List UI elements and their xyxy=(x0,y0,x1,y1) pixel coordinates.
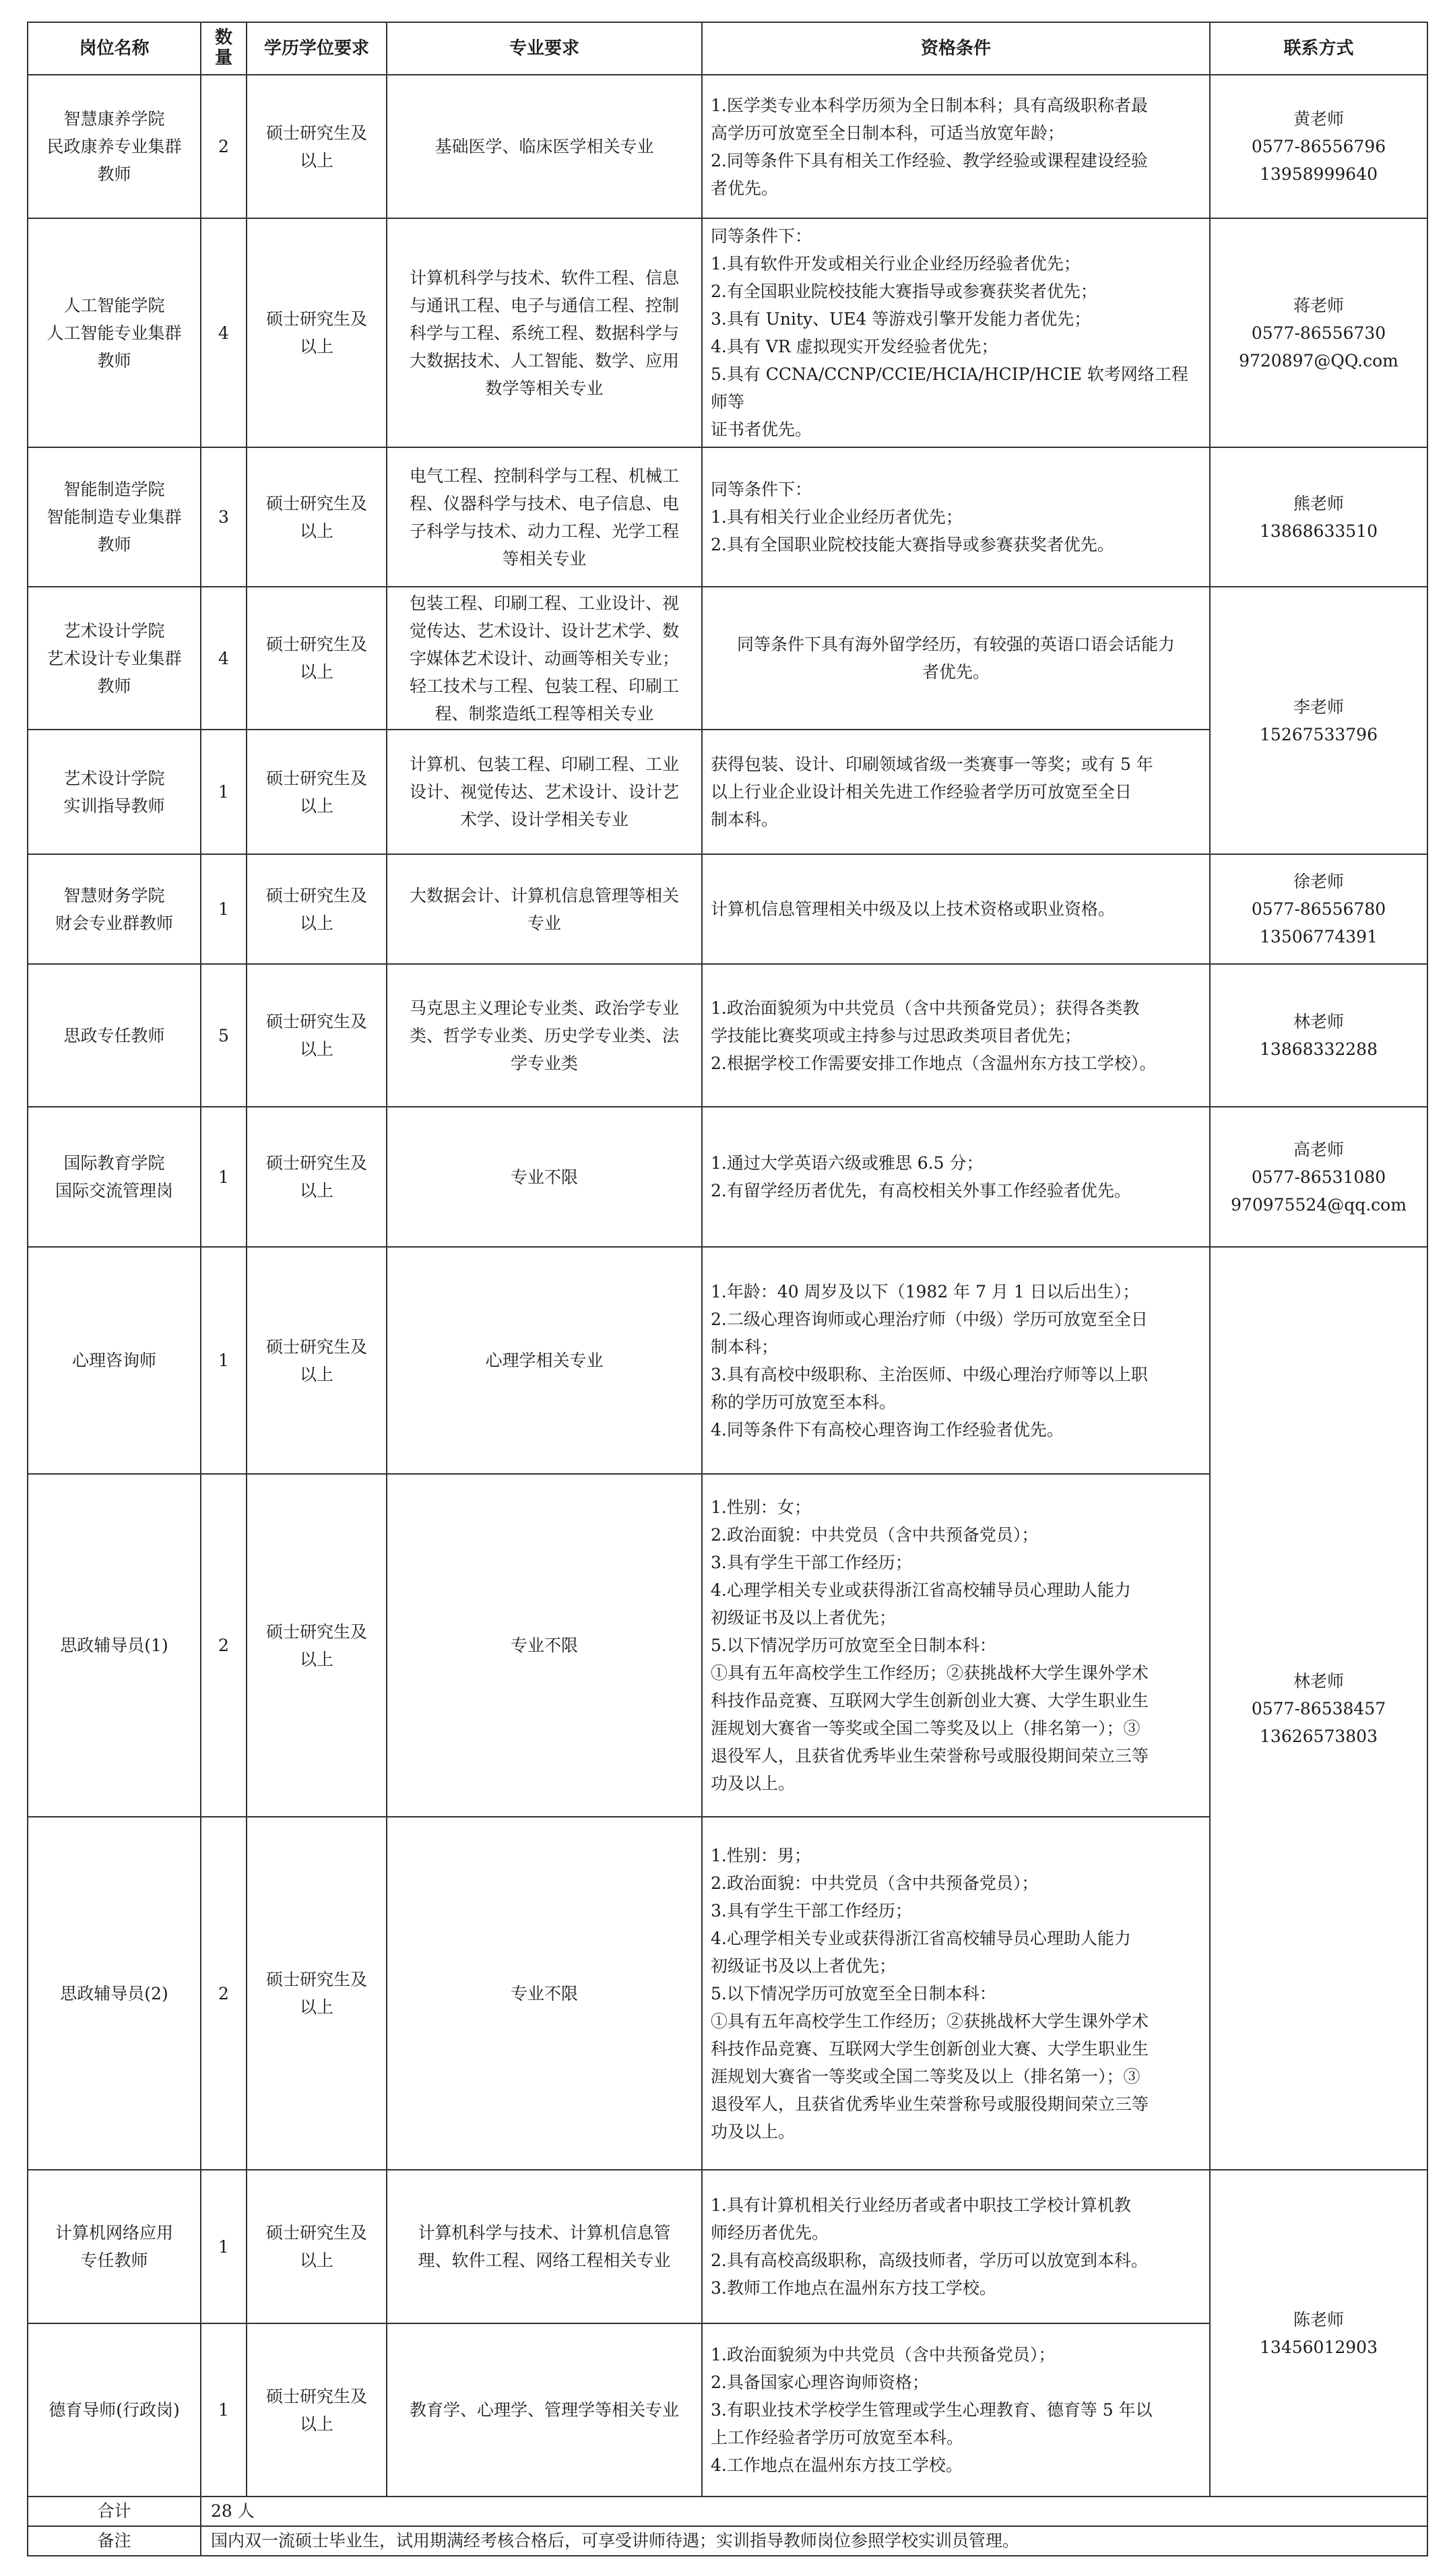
qualification-line: 3.具有高校中级职称、主治医师、中级心理治疗师等以上职 xyxy=(711,1364,1148,1384)
contact-cell xyxy=(1210,587,1427,854)
qualification-line: 高学历可放宽至全日制本科，可适当放宽年龄； xyxy=(711,123,1065,143)
qualification-line: 同等条件下： xyxy=(711,480,812,499)
qualification-line: ①具有五年高校学生工作经历；②获挑战杯大学生课外学术 xyxy=(711,2011,1149,2031)
qualification-line: 制本科； xyxy=(711,1337,779,1357)
qualification-line: ①具有五年高校学生工作经历；②获挑战杯大学生课外学术 xyxy=(711,1663,1149,1683)
contact-line: 黄老师 xyxy=(1293,109,1344,129)
header-degree: 学历学位要求 xyxy=(247,22,387,75)
degree-line: 以上 xyxy=(299,1039,333,1059)
qualification-line: 同等条件下具有海外留学经历，有较强的英语口语会话能力 xyxy=(736,635,1175,654)
post-name-line: 教师 xyxy=(97,164,131,184)
degree-line: 硕士研究生及 xyxy=(265,635,367,654)
qualification-line: 1.政治面貌须为中共党员（含中共预备党员）； xyxy=(711,2345,1056,2364)
contact-line: 13868332288 xyxy=(1260,1039,1378,1059)
qualification-line: 科技作品竞赛、互联网大学生创新创业大赛、大学生职业生 xyxy=(711,2038,1149,2059)
total-value: 28 人 xyxy=(201,2497,1427,2526)
qualification-line: 2.政治面貌：中共党员（含中共预备党员）； xyxy=(711,1873,1039,1893)
major-cell xyxy=(387,1247,702,1474)
post-name-line: 国际交流管理岗 xyxy=(55,1181,173,1200)
post-name-cell xyxy=(28,1107,201,1247)
major-line: 设计、视觉传达、艺术设计、设计艺 xyxy=(409,782,679,802)
qualification-line: 4.心理学相关专业或获得浙江省高校辅导员心理助人能力 xyxy=(711,1580,1131,1600)
contact-line: 林老师 xyxy=(1293,1671,1344,1691)
major-line: 子科学与技术、动力工程、光学工程 xyxy=(409,521,679,541)
contact-line: 熊老师 xyxy=(1293,493,1344,513)
post-name-cell xyxy=(28,75,201,218)
post-name-line: 思政辅导员(1) xyxy=(60,1636,168,1655)
post-name-line: 思政专任教师 xyxy=(63,1025,165,1045)
qualification-line: 者优先。 xyxy=(711,178,779,198)
major-line: 科学与工程、系统工程、数据科学与 xyxy=(409,323,679,343)
table-row xyxy=(28,964,1427,1107)
qualification-line: 1.性别：男； xyxy=(711,1845,811,1865)
count-cell: 3 xyxy=(201,447,247,587)
recruitment-table xyxy=(27,22,1428,2556)
major-line: 心理学相关专业 xyxy=(485,1351,604,1370)
post-name-line: 计算机网络应用 xyxy=(55,2223,173,2243)
contact-cell xyxy=(1210,1107,1427,1247)
count-cell: 1 xyxy=(201,2170,247,2323)
major-cell xyxy=(387,2323,702,2497)
count-cell: 2 xyxy=(201,1817,247,2170)
contact-line: 13958999640 xyxy=(1260,164,1378,184)
post-name-line: 教师 xyxy=(97,535,131,554)
qualification-line: 4.工作地点在温州东方技工学校。 xyxy=(711,2455,963,2475)
header-count xyxy=(201,22,247,75)
qualification-line: 初级证书及以上者优先； xyxy=(711,1956,897,1976)
contact-line: 0577-86556730 xyxy=(1251,323,1386,343)
qualification-line: 称的学历可放宽至本科。 xyxy=(711,1392,897,1412)
qualification-cell xyxy=(702,2170,1210,2323)
post-name-line: 智能制造专业集群 xyxy=(46,507,182,527)
post-name-line: 思政辅导员(2) xyxy=(60,1983,168,2003)
post-name-line: 教师 xyxy=(97,350,131,371)
major-line: 专业不限 xyxy=(510,1636,578,1655)
contact-line: 13868633510 xyxy=(1260,521,1378,541)
contact-line: 13456012903 xyxy=(1260,2337,1378,2357)
post-name-cell xyxy=(28,854,201,964)
qualification-line: 5.具有 CCNA/CCNP/CCIE/HCIA/HCIP/HCIE 软考网络工程师等 xyxy=(711,364,1188,412)
major-cell xyxy=(387,730,702,854)
major-line: 等相关专业 xyxy=(502,548,587,569)
count-cell: 2 xyxy=(201,1474,247,1817)
qualification-line: 功及以上。 xyxy=(711,1774,796,1793)
major-line: 程、制浆造纸工程等相关专业 xyxy=(434,703,654,723)
contact-line: 0577-86556796 xyxy=(1251,137,1386,156)
degree-cell xyxy=(247,447,387,587)
qualification-line: 3.有职业技术学校学生管理或学生心理教育、德育等 5 年以 xyxy=(711,2400,1153,2420)
header-post: 岗位名称 xyxy=(28,22,201,75)
qualification-cell xyxy=(702,75,1210,218)
degree-line: 硕士研究生及 xyxy=(265,1012,367,1031)
post-name-line: 教师 xyxy=(97,676,131,696)
degree-line: 以上 xyxy=(299,2414,333,2434)
post-name-line: 智慧财务学院 xyxy=(63,885,165,905)
contact-line: 0577-86538457 xyxy=(1251,1698,1386,1718)
qualification-line: 5.以下情况学历可放宽至全日制本科： xyxy=(711,1636,996,1655)
post-name-line: 实训指导教师 xyxy=(63,796,165,816)
major-line: 理、软件工程、网络工程相关专业 xyxy=(418,2251,671,2270)
count-cell: 1 xyxy=(201,2323,247,2497)
qualification-cell xyxy=(702,854,1210,964)
contact-line: 徐老师 xyxy=(1293,872,1344,891)
degree-line: 以上 xyxy=(299,796,333,816)
qualification-line: 上工作经验者学历可放宽至本科。 xyxy=(711,2428,964,2447)
degree-cell xyxy=(247,1107,387,1247)
degree-cell xyxy=(247,1817,387,2170)
recruitment-table-wrapper xyxy=(27,22,1427,2556)
major-line: 数学等相关专业 xyxy=(485,378,604,398)
qualification-line: 科技作品竞赛、互联网大学生创新创业大赛、大学生职业生 xyxy=(711,1691,1149,1710)
degree-cell xyxy=(247,854,387,964)
degree-line: 以上 xyxy=(299,1649,333,1669)
header-count-text: 数量 xyxy=(214,28,232,68)
note-value: 国内双一流硕士毕业生，试用期满经考核合格后，可享受讲师待遇；实训指导教师岗位参照学校实训员管理。 xyxy=(201,2526,1427,2556)
contact-cell xyxy=(1210,2170,1427,2497)
post-name-cell xyxy=(28,730,201,854)
qualification-cell xyxy=(702,587,1210,730)
post-name-line: 人工智能学院 xyxy=(63,295,165,315)
post-name-cell xyxy=(28,447,201,587)
qualification-line: 5.以下情况学历可放宽至全日制本科： xyxy=(711,1983,996,2003)
qualification-line: 4.同等条件下有高校心理咨询工作经验者优先。 xyxy=(711,1419,1064,1440)
note-row xyxy=(28,2526,1427,2556)
qualification-line: 涯规划大赛省一等奖或全国二等奖及以上（排名第一）；③ xyxy=(711,2066,1140,2086)
degree-cell xyxy=(247,964,387,1107)
post-name-cell xyxy=(28,1474,201,1817)
qualification-line: 1.通过大学英语六级或雅思 6.5 分； xyxy=(711,1153,984,1173)
major-line: 计算机、包装工程、印刷工程、工业 xyxy=(409,754,679,774)
qualification-line: 1.年龄：40 周岁及以下（1982 年 7 月 1 日以后出生）； xyxy=(711,1281,1140,1301)
degree-line: 以上 xyxy=(299,1997,333,2017)
note-label: 备注 xyxy=(28,2526,201,2556)
header-contact: 联系方式 xyxy=(1210,22,1427,75)
contact-line: 0577-86531080 xyxy=(1251,1167,1386,1187)
qualification-line: 1.性别：女； xyxy=(711,1498,811,1517)
qualification-cell xyxy=(702,1474,1210,1817)
qualification-line: 学技能比赛奖项或主持参与过思政类项目者优先； xyxy=(711,1025,1082,1045)
qualification-cell xyxy=(702,2323,1210,2497)
qualification-line: 3.教师工作地点在温州东方技工学校。 xyxy=(711,2278,996,2298)
major-line: 觉传达、艺术设计、设计艺术学、数 xyxy=(409,620,679,641)
major-line: 马克思主义理论专业类、政治学专业 xyxy=(409,998,679,1018)
post-name-line: 德育导师(行政岗) xyxy=(49,2400,180,2420)
contact-cell xyxy=(1210,447,1427,587)
degree-line: 以上 xyxy=(299,1181,333,1200)
qualification-line: 退役军人，且获省优秀毕业生荣誉称号或服役期间荣立三等 xyxy=(711,1746,1149,1766)
degree-line: 以上 xyxy=(299,2251,333,2270)
post-name-line: 人工智能专业集群 xyxy=(46,323,182,343)
major-line: 教育学、心理学、管理学等相关专业 xyxy=(409,2400,679,2420)
post-name-cell xyxy=(28,218,201,447)
qualification-line: 3.具有 Unity、UE4 等游戏引擎开发能力者优先； xyxy=(711,309,1091,329)
major-cell xyxy=(387,587,702,730)
major-line: 大数据会计、计算机信息管理等相关 xyxy=(409,885,679,905)
major-line: 术学、设计学相关专业 xyxy=(459,810,629,829)
degree-line: 硕士研究生及 xyxy=(265,885,367,905)
degree-line: 以上 xyxy=(299,913,333,933)
table-row xyxy=(28,2170,1427,2323)
degree-line: 以上 xyxy=(299,662,333,682)
post-name-line: 心理咨询师 xyxy=(71,1351,156,1370)
qualification-line: 3.具有学生干部工作经历； xyxy=(711,1553,912,1572)
qualification-line: 同等条件下： xyxy=(711,226,812,246)
qualification-line: 证书者优先。 xyxy=(711,420,812,439)
post-name-line: 民政康养专业集群 xyxy=(46,137,182,156)
table-body xyxy=(28,75,1427,2497)
contact-line: 13506774391 xyxy=(1260,927,1378,946)
count-cell: 1 xyxy=(201,730,247,854)
contact-line: 0577-86556780 xyxy=(1251,899,1386,919)
major-line: 字媒体艺术设计、动画等相关专业； xyxy=(409,648,679,668)
qualification-line: 3.具有学生干部工作经历； xyxy=(711,1900,912,1921)
major-cell xyxy=(387,1107,702,1247)
degree-line: 以上 xyxy=(299,150,333,170)
contact-cell xyxy=(1210,1247,1427,2170)
post-name-cell xyxy=(28,2170,201,2323)
count-cell: 1 xyxy=(201,854,247,964)
contact-line: 9720897@QQ.com xyxy=(1239,350,1398,371)
total-row xyxy=(28,2497,1427,2526)
major-line: 专业 xyxy=(527,913,561,933)
contact-line: 970975524@qq.com xyxy=(1231,1194,1407,1215)
contact-line: 高老师 xyxy=(1293,1139,1344,1159)
count-cell: 5 xyxy=(201,964,247,1107)
major-line: 专业不限 xyxy=(510,1167,578,1187)
contact-line: 蒋老师 xyxy=(1293,295,1344,315)
header-row xyxy=(28,22,1427,75)
table-row xyxy=(28,447,1427,587)
qualification-line: 计算机信息管理相关中级及以上技术资格或职业资格。 xyxy=(711,899,1116,919)
contact-cell xyxy=(1210,964,1427,1107)
major-cell xyxy=(387,1817,702,2170)
major-cell xyxy=(387,75,702,218)
contact-cell xyxy=(1210,75,1427,218)
qualification-line: 4.心理学相关专业或获得浙江省高校辅导员心理助人能力 xyxy=(711,1928,1131,1948)
header-qual: 资格条件 xyxy=(702,22,1210,75)
qualification-line: 2.具有全国职业院校技能大赛指导或参赛获奖者优先。 xyxy=(711,535,1114,554)
degree-cell xyxy=(247,587,387,730)
qualification-line: 1.具有软件开发或相关行业企业经历经验者优先； xyxy=(711,254,1081,273)
major-line: 计算机科学与技术、软件工程、信息 xyxy=(409,267,679,288)
degree-line: 硕士研究生及 xyxy=(265,2386,367,2406)
total-label: 合计 xyxy=(28,2497,201,2526)
post-name-line: 智慧康养学院 xyxy=(63,109,165,129)
degree-line: 以上 xyxy=(299,1364,333,1384)
major-line: 大数据技术、人工智能、数学、应用 xyxy=(409,350,679,371)
qualification-line: 2.有留学经历者优先，有高校相关外事工作经验者优先。 xyxy=(711,1181,1131,1200)
post-name-line: 艺术设计学院 xyxy=(63,768,165,788)
degree-cell xyxy=(247,2323,387,2497)
major-cell xyxy=(387,964,702,1107)
contact-line: 李老师 xyxy=(1293,697,1344,717)
contact-line: 林老师 xyxy=(1293,1012,1344,1031)
major-cell xyxy=(387,447,702,587)
qualification-cell xyxy=(702,1107,1210,1247)
table-row xyxy=(28,1247,1427,1474)
qualification-line: 初级证书及以上者优先； xyxy=(711,1608,897,1628)
major-line: 类、哲学专业类、历史学专业类、法 xyxy=(409,1025,679,1045)
post-name-cell xyxy=(28,964,201,1107)
post-name-line: 智能制造学院 xyxy=(63,480,165,499)
qualification-cell xyxy=(702,218,1210,447)
qualification-line: 2.具备国家心理咨询师资格； xyxy=(711,2373,929,2392)
major-line: 电气工程、控制科学与工程、机械工 xyxy=(409,465,679,486)
qualification-line: 2.同等条件下具有相关工作经验、教学经验或课程建设经验 xyxy=(711,150,1148,170)
major-line: 包装工程、印刷工程、工业设计、视 xyxy=(409,593,679,613)
degree-line: 硕士研究生及 xyxy=(265,768,367,788)
table-row xyxy=(28,1107,1427,1247)
major-line: 学专业类 xyxy=(510,1053,578,1073)
post-name-cell xyxy=(28,1817,201,2170)
qualification-line: 以上行业企业设计相关先进工作经验者学历可放宽至全日 xyxy=(711,782,1132,802)
major-cell xyxy=(387,854,702,964)
qualification-cell xyxy=(702,1817,1210,2170)
qualification-line: 2.政治面貌：中共党员（含中共预备党员）； xyxy=(711,1525,1039,1545)
qualification-line: 1.医学类专业本科学历须为全日制本科；具有高级职称者最 xyxy=(711,95,1148,115)
degree-line: 硕士研究生及 xyxy=(265,493,367,513)
degree-cell xyxy=(247,1247,387,1474)
degree-line: 硕士研究生及 xyxy=(265,1621,367,1642)
qualification-line: 2.具有高校高级职称，高级技师者，学历可以放宽到本科。 xyxy=(711,2251,1148,2270)
contact-line: 13626573803 xyxy=(1260,1726,1378,1746)
major-line: 基础医学、临床医学相关专业 xyxy=(434,137,654,156)
table-row xyxy=(28,587,1427,730)
major-cell xyxy=(387,2170,702,2323)
degree-line: 硕士研究生及 xyxy=(265,123,367,143)
degree-cell xyxy=(247,1474,387,1817)
degree-cell xyxy=(247,2170,387,2323)
major-line: 专业不限 xyxy=(510,1983,578,2003)
major-line: 计算机科学与技术、计算机信息管 xyxy=(418,2223,671,2243)
qualification-line: 功及以上。 xyxy=(711,2121,796,2142)
contact-cell xyxy=(1210,854,1427,964)
major-cell xyxy=(387,1474,702,1817)
post-name-line: 艺术设计学院 xyxy=(63,620,165,641)
qualification-cell xyxy=(702,964,1210,1107)
count-cell: 1 xyxy=(201,1247,247,1474)
count-cell: 4 xyxy=(201,587,247,730)
major-cell xyxy=(387,218,702,447)
degree-cell xyxy=(247,730,387,854)
table-row xyxy=(28,854,1427,964)
post-name-line: 国际教育学院 xyxy=(63,1153,165,1173)
degree-cell xyxy=(247,218,387,447)
major-line: 与通讯工程、电子与通信工程、控制 xyxy=(409,295,679,315)
degree-line: 以上 xyxy=(299,521,333,541)
degree-line: 硕士研究生及 xyxy=(265,1970,367,1989)
table-row xyxy=(28,218,1427,447)
table-row xyxy=(28,75,1427,218)
qualification-line: 2.有全国职业院校技能大赛指导或参赛获奖者优先； xyxy=(711,282,1097,301)
count-cell: 2 xyxy=(201,75,247,218)
contact-line: 陈老师 xyxy=(1293,2309,1344,2329)
qualification-line: 涯规划大赛省一等奖或全国二等奖及以上（排名第一）；③ xyxy=(711,1718,1140,1738)
major-line: 轻工技术与工程、包装工程、印刷工 xyxy=(409,676,679,696)
degree-line: 硕士研究生及 xyxy=(265,2223,367,2243)
degree-line: 硕士研究生及 xyxy=(265,1153,367,1173)
qualification-line: 退役军人，且获省优秀毕业生荣誉称号或服役期间荣立三等 xyxy=(711,2094,1149,2114)
post-name-line: 财会专业群教师 xyxy=(55,913,173,933)
qualification-line: 1.具有相关行业企业经历者优先； xyxy=(711,507,963,527)
qualification-cell xyxy=(702,447,1210,587)
qualification-line: 者优先。 xyxy=(922,662,990,682)
qualification-line: 师经历者优先。 xyxy=(711,2223,829,2243)
major-line: 程、仪器科学与技术、电子信息、电 xyxy=(409,493,679,513)
contact-line: 15267533796 xyxy=(1260,724,1378,744)
qualification-line: 获得包装、设计、印刷领域省级一类赛事一等奖；或有 5 年 xyxy=(711,754,1153,774)
qualification-line: 制本科。 xyxy=(711,810,779,829)
qualification-line: 2.二级心理咨询师或心理治疗师（中级）学历可放宽至全日 xyxy=(711,1309,1148,1329)
degree-cell xyxy=(247,75,387,218)
qualification-cell xyxy=(702,730,1210,854)
degree-line: 以上 xyxy=(299,337,333,356)
degree-line: 硕士研究生及 xyxy=(265,1337,367,1357)
header-major: 专业要求 xyxy=(387,22,702,75)
post-name-line: 专任教师 xyxy=(80,2251,148,2270)
qualification-line: 2.根据学校工作需要安排工作地点（含温州东方技工学校）。 xyxy=(711,1053,1157,1073)
count-cell: 1 xyxy=(201,1107,247,1247)
qualification-line: 4.具有 VR 虚拟现实开发经验者优先； xyxy=(711,337,998,356)
degree-line: 硕士研究生及 xyxy=(265,309,367,329)
qualification-cell xyxy=(702,1247,1210,1474)
qualification-line: 1.具有计算机相关行业经历者或者中职技工学校计算机教 xyxy=(711,2195,1131,2215)
post-name-cell xyxy=(28,2323,201,2497)
post-name-cell xyxy=(28,587,201,730)
count-cell: 4 xyxy=(201,218,247,447)
post-name-cell xyxy=(28,1247,201,1474)
contact-cell xyxy=(1210,218,1427,447)
post-name-line: 艺术设计专业集群 xyxy=(46,648,182,668)
qualification-line: 1.政治面貌须为中共党员（含中共预备党员）；获得各类教 xyxy=(711,998,1140,1018)
